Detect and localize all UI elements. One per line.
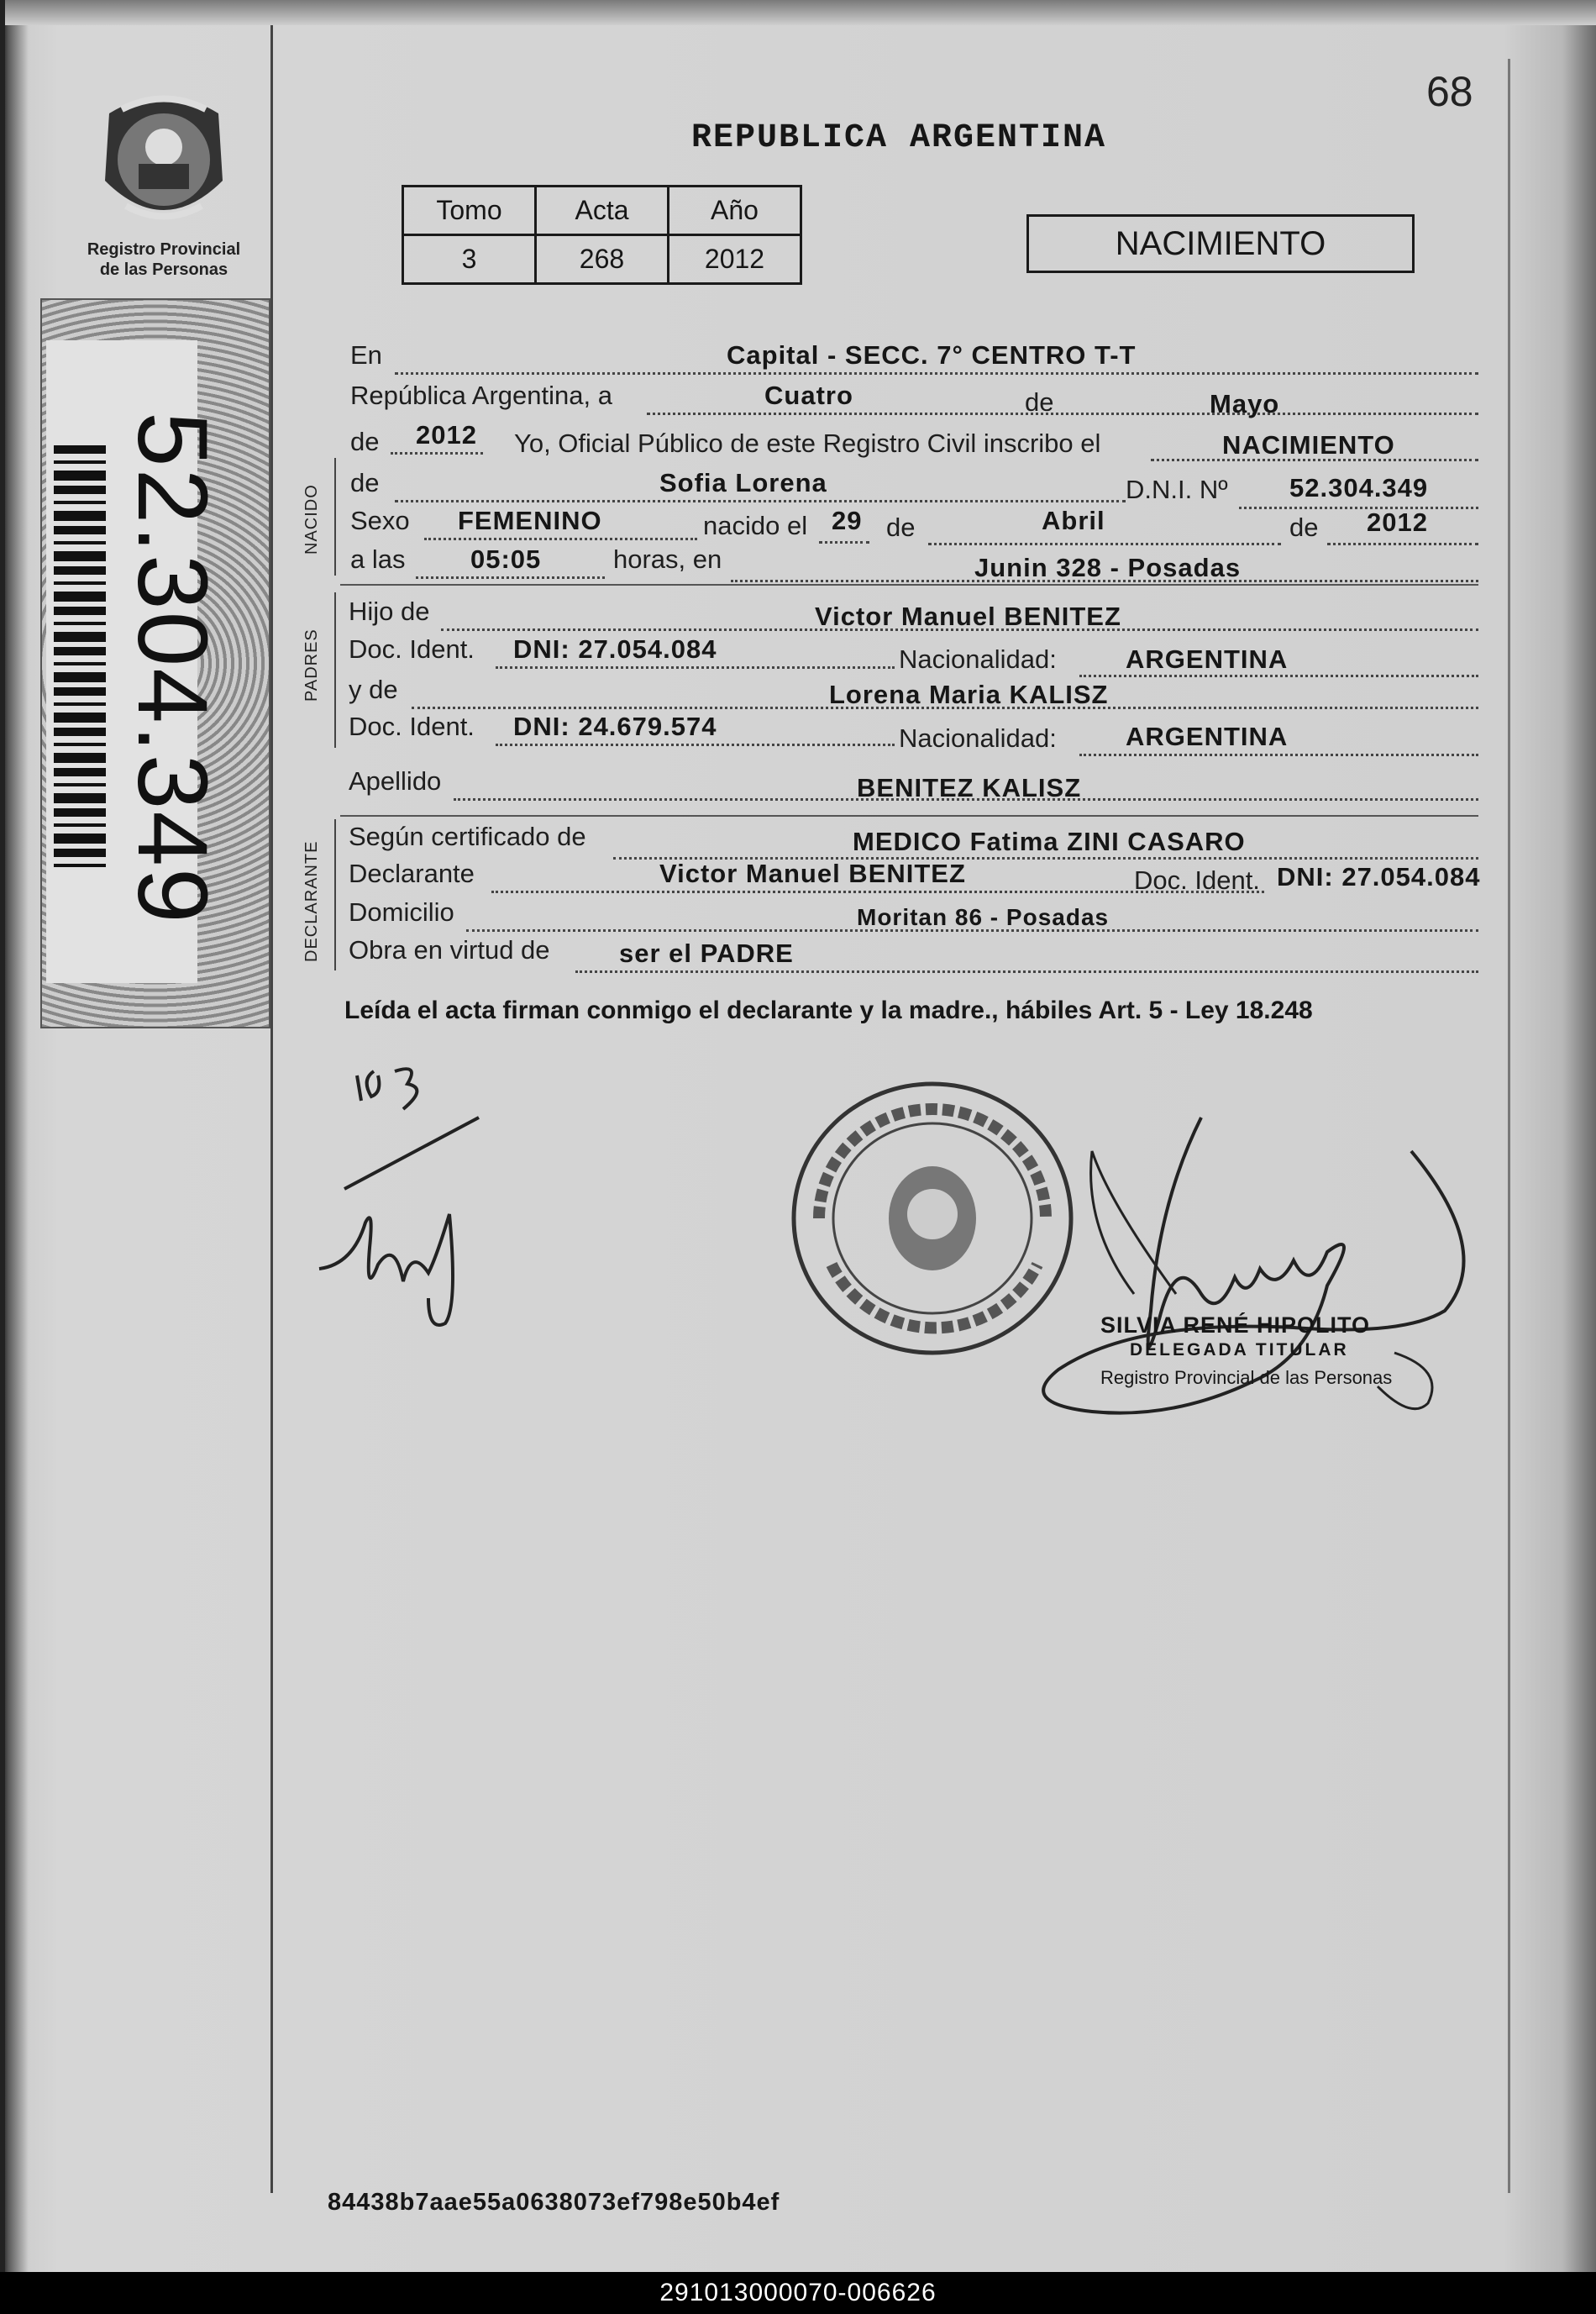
record-table-header-row — [403, 187, 801, 235]
label-doc-ident: Doc. Ident. — [1134, 865, 1260, 895]
section-label-declarante: DECLARANTE — [302, 840, 321, 962]
margin-rule-right — [1508, 59, 1510, 2193]
value-anio-registro: 2012 — [416, 420, 477, 450]
field-row-doc-padre — [349, 634, 1478, 673]
label-de: de — [886, 513, 916, 542]
field-row-sexo — [349, 506, 1478, 544]
document-type-box: NACIMIENTO — [1026, 214, 1415, 273]
field-row-apellido — [349, 766, 1478, 805]
signatory-name: SILVIA RENÉ HIPOLITO — [1100, 1312, 1371, 1338]
record-header-anio: Año — [669, 187, 801, 235]
label-horas-en: horas, en — [613, 544, 722, 574]
official-signature — [1008, 1101, 1478, 1445]
label-de: de — [1025, 387, 1054, 417]
footer-id-bar: 291013000070-006626 — [0, 2272, 1596, 2314]
field-row-nombre — [349, 468, 1478, 507]
field-row-obra — [349, 935, 1478, 974]
record-table — [402, 185, 802, 285]
value-certificado: MEDICO Fatima ZINI CASARO — [853, 827, 1246, 856]
record-value-acta: 268 — [536, 235, 669, 284]
value-nacionalidad-madre: ARGENTINA — [1126, 722, 1289, 751]
margin-rule-left — [270, 25, 273, 2193]
value-dia-registro: Cuatro — [764, 381, 853, 410]
field-row-inscripcion — [349, 420, 1478, 459]
section-bar-nacido — [334, 458, 336, 576]
label-nacionalidad: Nacionalidad: — [899, 644, 1057, 674]
label-oficial: Yo, Oficial Público de este Registro Civil inscribo el — [514, 429, 1101, 458]
label-en: En — [350, 340, 382, 370]
record-header-tomo: Tomo — [403, 187, 536, 235]
label-hijo-de: Hijo de — [349, 597, 430, 626]
label-apellido: Apellido — [349, 766, 442, 796]
dotted-line — [391, 420, 483, 455]
value-apellido: BENITEZ KALISZ — [857, 773, 1082, 802]
value-mes-registro: Mayo — [1210, 389, 1280, 418]
value-doc-madre: DNI: 24.679.574 — [513, 712, 717, 741]
section-divider — [340, 815, 1478, 817]
value-mes-nacimiento: Abril — [1042, 506, 1105, 535]
value-inscribe: NACIMIENTO — [1222, 430, 1395, 460]
field-row-certificado — [349, 822, 1478, 860]
label-de: de — [1289, 513, 1319, 542]
barcode — [54, 445, 106, 874]
section-label-padres: PADRES — [302, 628, 321, 702]
label-y-de: y de — [349, 675, 398, 704]
field-row-declarante — [349, 859, 1481, 897]
closing-note: Leída el acta firman conmigo el declarante y la madre., hábiles Art. 5 - Ley 18.248 — [344, 997, 1313, 1024]
section-divider — [340, 584, 1478, 586]
binding-edge — [0, 0, 5, 2272]
page-top-shadow — [0, 0, 1596, 25]
label-nacido-el: nacido el — [703, 511, 808, 540]
page-number: 68 — [1426, 68, 1473, 115]
label-domicilio: Domicilio — [349, 897, 454, 927]
registry-label-line2: de las Personas — [99, 260, 228, 279]
value-lugar-nacimiento: Junin 328 - Posadas — [974, 553, 1242, 582]
field-row-hora — [349, 544, 1478, 583]
record-value-anio: 2012 — [669, 235, 801, 284]
value-hora: 05:05 — [470, 544, 542, 574]
field-row-padre — [349, 597, 1478, 635]
page-title: REPUBLICA ARGENTINA — [690, 119, 1107, 157]
registry-label — [76, 239, 252, 280]
value-padre: Victor Manuel BENITEZ — [815, 602, 1121, 631]
field-row-lugar-registro — [349, 340, 1478, 379]
strip-number: 52.304.349 — [117, 412, 228, 925]
label-sexo: Sexo — [350, 506, 410, 535]
document-hash: 84438b7aae55a0638073ef798e50b4ef — [328, 2189, 780, 2216]
label-dni: D.N.I. Nº — [1126, 475, 1228, 504]
province-seal-logo — [92, 80, 235, 235]
label-a-las: a las — [350, 544, 406, 574]
label-republica: República Argentina, a — [350, 381, 612, 410]
value-anio-nacimiento: 2012 — [1367, 508, 1428, 537]
value-domicilio: Moritan 86 - Posadas — [857, 904, 1110, 930]
section-bar-declarante — [334, 819, 336, 970]
registry-label-line1: Registro Provincial — [87, 240, 241, 259]
label-doc-ident: Doc. Ident. — [349, 634, 475, 664]
value-declarante: Victor Manuel BENITEZ — [659, 859, 966, 888]
label-nacionalidad: Nacionalidad: — [899, 723, 1057, 753]
value-doc-padre: DNI: 27.054.084 — [513, 634, 717, 664]
record-value-tomo: 3 — [403, 235, 536, 284]
value-madre: Lorena Maria KALISZ — [829, 680, 1109, 709]
field-row-madre — [349, 675, 1478, 713]
label-obra: Obra en virtud de — [349, 935, 550, 965]
signatory-role: DELEGADA TITULAR — [1130, 1340, 1349, 1359]
field-row-fecha-registro — [349, 381, 1478, 419]
value-sexo: FEMENINO — [458, 506, 602, 535]
signatory-organization: Registro Provincial de las Personas — [1100, 1367, 1393, 1388]
record-table-value-row — [403, 235, 801, 284]
value-doc-declarante: DNI: 27.054.084 — [1277, 862, 1481, 891]
label-de: de — [350, 427, 380, 456]
value-lugar-registro: Capital - SECC. 7° CENTRO T-T — [727, 340, 1137, 370]
value-dni: 52.304.349 — [1289, 473, 1429, 502]
value-obra: ser el PADRE — [619, 939, 794, 968]
label-doc-ident: Doc. Ident. — [349, 712, 475, 741]
label-de: de — [350, 468, 380, 497]
label-certificado: Según certificado de — [349, 822, 586, 851]
field-row-doc-madre — [349, 712, 1478, 753]
section-bar-padres — [334, 592, 336, 748]
section-label-nacido: NACIDO — [302, 484, 321, 555]
handwritten-initials — [302, 1054, 512, 1340]
label-declarante: Declarante — [349, 859, 475, 888]
value-dia-nacimiento: 29 — [832, 506, 863, 535]
record-header-acta: Acta — [536, 187, 669, 235]
value-nombre: Sofia Lorena — [659, 468, 827, 497]
field-row-domicilio — [349, 897, 1478, 936]
value-nacionalidad-padre: ARGENTINA — [1126, 644, 1289, 674]
